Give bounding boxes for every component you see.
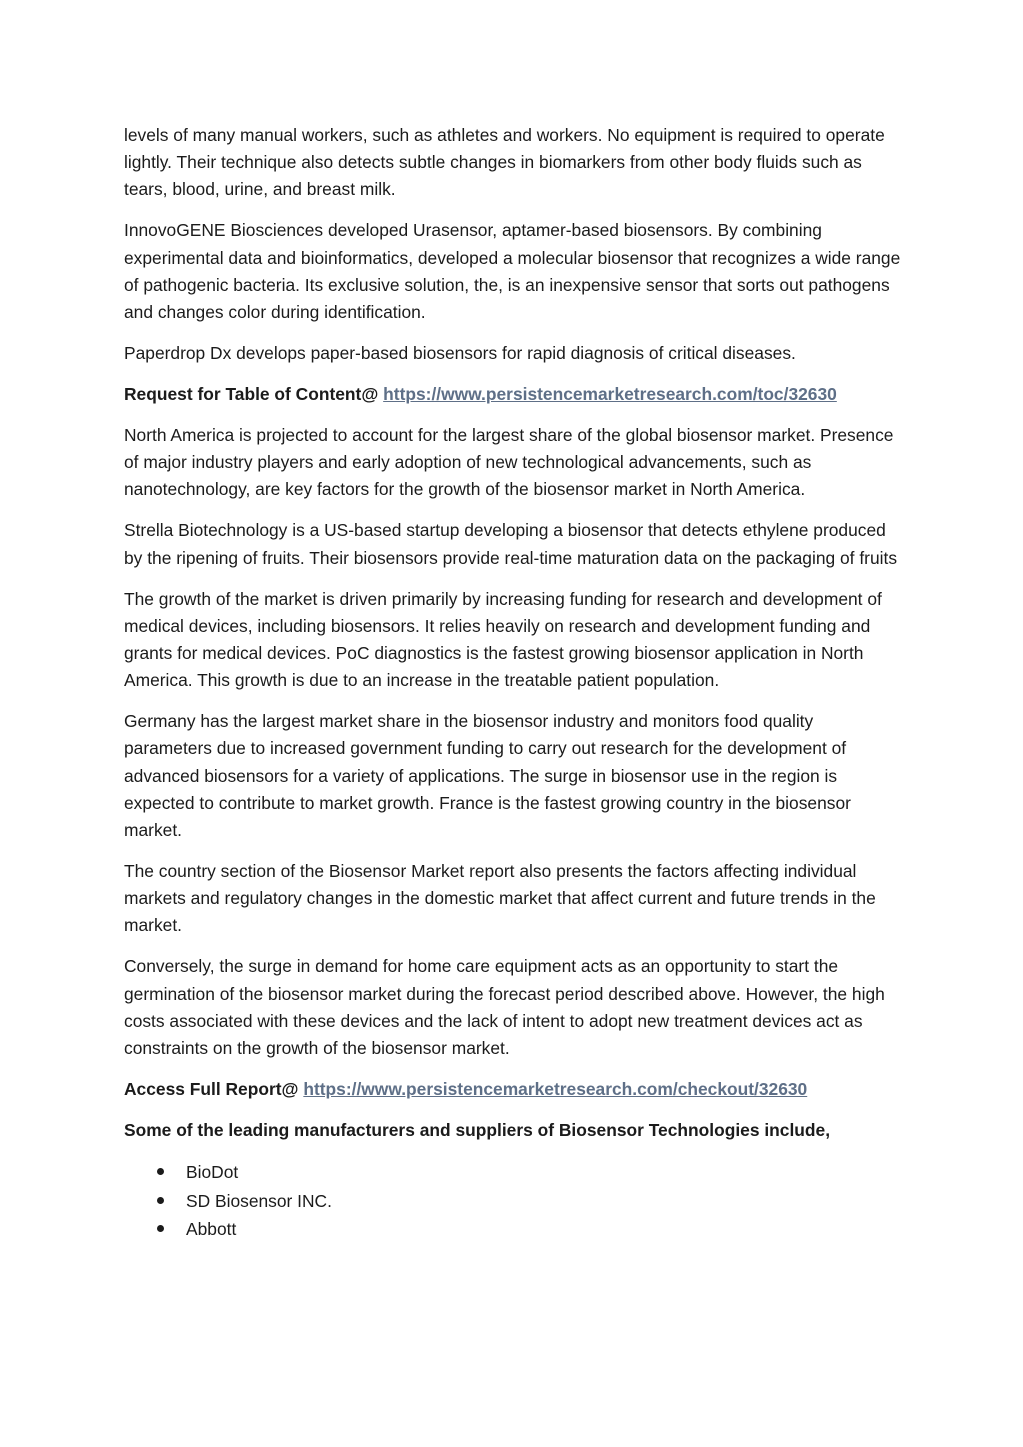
bullet-icon (157, 1197, 164, 1204)
list-item (124, 1187, 904, 1216)
list-item (124, 1215, 904, 1244)
paragraph-market-growth: The growth of the market is driven primarily by increasing funding for research and development of medical devices, including biosensors. It relies heavily on research and development funding and grants for medical devices. PoC diagnostics is the fastest growing biosensor application in North America. This growth is due to an increase in the treatable patient population. (124, 588, 882, 691)
list-item-label: Abbott (186, 1219, 237, 1240)
toc-request-line (124, 381, 904, 408)
full-report-link[interactable]: https://www.persistencemarketresearch.com/checkout/32630 (303, 1079, 808, 1100)
paragraph-paperdrop: Paperdrop Dx develops paper-based biosensors for rapid diagnosis of critical diseases. (124, 343, 796, 364)
manufacturers-heading: Some of the leading manufacturers and suppliers of Biosensor Technologies include, (124, 1120, 831, 1141)
document-page (124, 122, 904, 1244)
list-item-label: BioDot (186, 1162, 239, 1183)
full-report-label: Access Full Report@ (124, 1079, 299, 1100)
paragraph-north-america: North America is projected to account for the largest share of the global biosensor market. Presence of major industry players and early adoption of new technological advancements, such as nanotechnology, are key factors for the growth of the biosensor market in North America. (124, 425, 894, 500)
paragraph-germany: Germany has the largest market share in the biosensor industry and monitors food quality parameters due to increased government funding to carry out research for the development of advanced biosensors for a variety of applications. The surge in biosensor use in the region is expected to contribute to market growth. France is the fastest growing country in the biosensor market. (124, 711, 851, 841)
bullet-icon (157, 1168, 164, 1175)
full-report-line (124, 1076, 904, 1103)
paragraph-home-care: Conversely, the surge in demand for home care equipment acts as an opportunity to start the germination of the biosensor market during the forecast period described above. However, the high costs associated with these devices and the lack of intent to adopt new treatment devices act as constraints on the growth of the biosensor market. (124, 956, 885, 1059)
list-item (124, 1158, 904, 1187)
bullet-icon (157, 1225, 164, 1232)
paragraph-country-section: The country section of the Biosensor Market report also presents the factors affecting individual markets and regulatory changes in the domestic market that affect current and future trends in the market. (124, 861, 876, 936)
toc-request-link[interactable]: https://www.persistencemarketresearch.com/toc/32630 (383, 384, 837, 405)
paragraph-wearable-biosensors: levels of many manual workers, such as athletes and workers. No equipment is required to operate lightly. Their technique also detects subtle changes in biomarkers from other body fluids such as tears, blood, urine, and breast milk. (124, 125, 885, 200)
manufacturers-list (124, 1158, 904, 1244)
list-item-label: SD Biosensor INC. (186, 1190, 332, 1211)
toc-request-label: Request for Table of Content@ (124, 384, 379, 405)
paragraph-strella: Strella Biotechnology is a US-based startup developing a biosensor that detects ethylene produced by the ripening of fruits. Their biosensors provide real-time maturation data on the packaging of fruits (124, 520, 898, 568)
paragraph-innovogene: InnovoGENE Biosciences developed Urasensor, aptamer-based biosensors. By combining experimental data and bioinformatics, developed a molecular biosensor that recognizes a wide range of pathogenic bacteria. Its exclusive solution, the, is an inexpensive sensor that sorts out pathogens and changes color during identification. (124, 220, 901, 323)
